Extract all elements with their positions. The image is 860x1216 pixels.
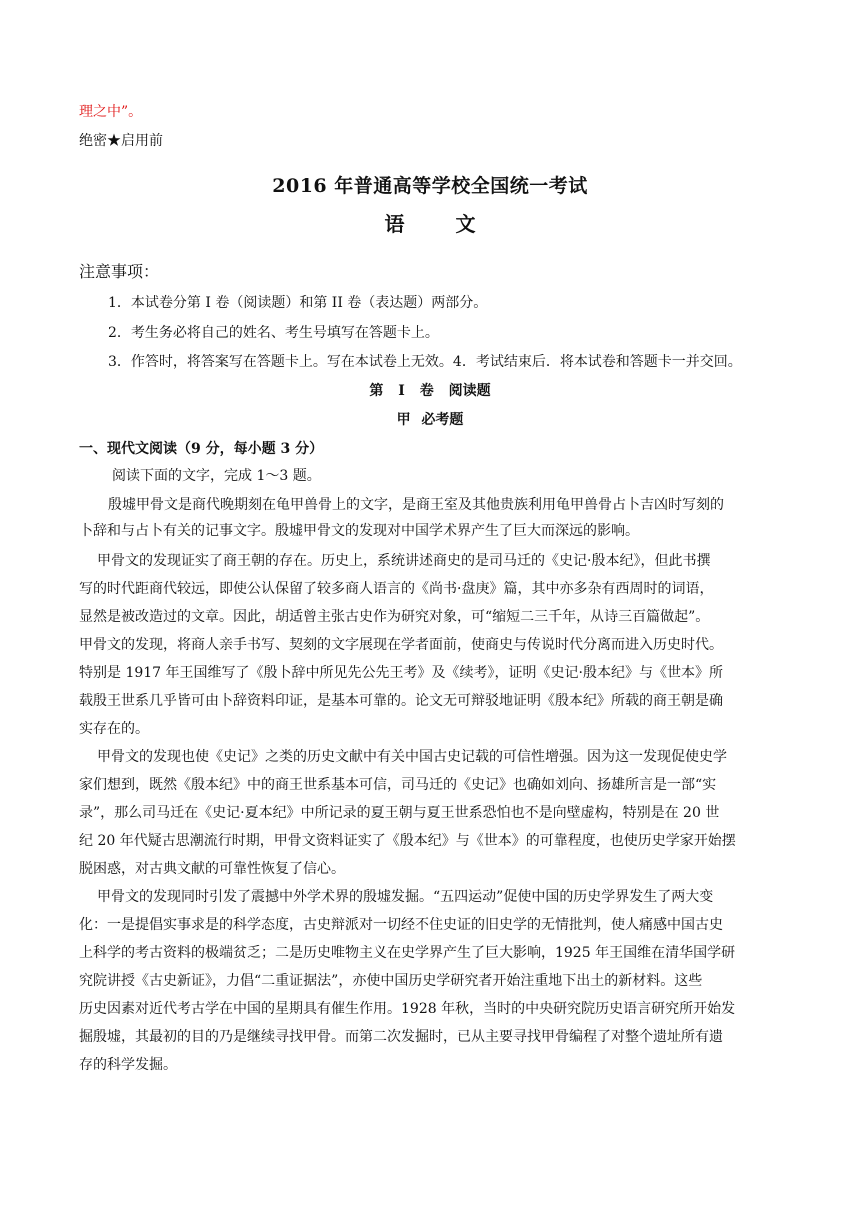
paragraph-line: 纪 20 年代疑古思潮流行时期，甲骨文资料证实了《殷本纪》与《世本》的可靠程度，也使历史学家开始摆 [79, 833, 736, 849]
paragraph-line: 化：一是提倡实事求是的科学态度，古史辩派对一切经不住史证的旧史学的无情批判，使人痛感中国古史 [79, 917, 723, 933]
subject-title: 语 文 [384, 212, 498, 236]
paragraph-line: 究院讲授《古史新证》，力倡“二重证据法”，亦使中国历史学研究者开始注重地下出土的新材料。这些 [79, 973, 703, 989]
paragraph-line: 存的科学发掘。 [79, 1057, 177, 1073]
notice-item-2: 2．考生务必将自己的姓名、考生号填写在答题卡上。 [108, 325, 439, 341]
notice-item-1: 1．本试卷分第 I 卷（阅读题）和第 II 卷（表达题）两部分。 [108, 295, 488, 311]
paragraph-line: 实存在的。 [79, 721, 149, 737]
paragraph-line: 特别是 1917 年王国维写了《殷卜辞中所见先公先王考》及《续考》，证明《史记·殷本纪》与《世本》所 [79, 665, 723, 681]
paragraph-line: 上科学的考古资料的极端贫乏；二是历史唯物主义在史学界产生了巨大影响，1925 年王国维在清华国学研 [79, 945, 736, 961]
red-fragment: 理之中”。 [79, 104, 143, 120]
notice-item-3: 3．作答时，将答案写在答题卡上。写在本试卷上无效。4．考试结束后．将本试卷和答题卡一并交回。 [108, 354, 742, 370]
paragraph-line: 殷墟甲骨文是商代晚期刻在龟甲兽骨上的文字，是商王室及其他贵族利用龟甲兽骨占卜吉凶时写刻的 [108, 497, 724, 513]
paragraph-line: 写的时代距商代较远，即使公认保留了较多商人语言的《尚书·盘庚》篇，其中亦多杂有西周时的词语， [79, 581, 714, 597]
paragraph-line: 脱困惑，对古典文献的可靠性恢复了信心。 [79, 861, 345, 877]
paragraph-line: 甲骨文的发现证实了商王朝的存在。历史上，系统讲述商史的是司马迁的《史记·殷本纪》，但此书撰 [97, 553, 711, 569]
section-heading: 一、现代文阅读（9 分，每小题 3 分） [79, 441, 324, 457]
paragraph-line: 甲骨文的发现同时引发了震撼中外学术界的殷墟发掘。“五四运动”促使中国的历史学界发生了两大变 [97, 889, 714, 905]
notice-heading: 注意事项： [79, 262, 160, 281]
paragraph-line: 家们想到，既然《殷本纪》中的商王世系基本可信，司马迁的《史记》也确如刘向、扬雄所言是一部“实 [79, 777, 717, 793]
exam-title: 2016 年普通高等学校全国统一考试 [272, 175, 588, 197]
section-instruction: 阅读下面的文字，完成 1～3 题。 [112, 468, 321, 484]
paragraph-line: 卜辞和与占卜有关的记事文字。殷墟甲骨文的发现对中国学术界产生了巨大而深远的影响。 [79, 523, 639, 539]
paragraph-line: 载殷王世系几乎皆可由卜辞资料印证，是基本可靠的。论文无可辩驳地证明《殷本纪》所载的商王朝是确 [79, 693, 723, 709]
paragraph-line: 甲骨文的发现，将商人亲手书写、契刻的文字展现在学者面前，使商史与传说时代分离而进入历史时代。 [79, 637, 723, 653]
volume-title: 第 I 卷 阅读题 [369, 383, 491, 399]
paragraph-line: 甲骨文的发现也使《史记》之类的历史文献中有关中国古史记载的可信性增强。因为这一发现促使史学 [97, 749, 727, 765]
paragraph-line: 显然是被改造过的文章。因此，胡适曾主张古史作为研究对象，可“缩短二三千年，从诗三百篇做起”。 [79, 609, 710, 625]
paragraph-line: 掘殷墟，其最初的目的乃是继续寻找甲骨。而第二次发掘时，已从主要寻找甲骨编程了对整个遗址所有遗 [79, 1029, 723, 1045]
volume-subtitle: 甲 必考题 [396, 412, 464, 428]
secret-mark: 绝密★启用前 [79, 133, 163, 149]
paragraph-line: 录”，那么司马迁在《史记·夏本纪》中所记录的夏王朝与夏王世系恐怕也不是向壁虚构，特别是在 20 世 [79, 805, 720, 821]
paragraph-line: 历史因素对近代考古学在中国的星期具有催生作用。1928 年秋，当时的中央研究院历史语言研究所开始发 [79, 1001, 736, 1017]
